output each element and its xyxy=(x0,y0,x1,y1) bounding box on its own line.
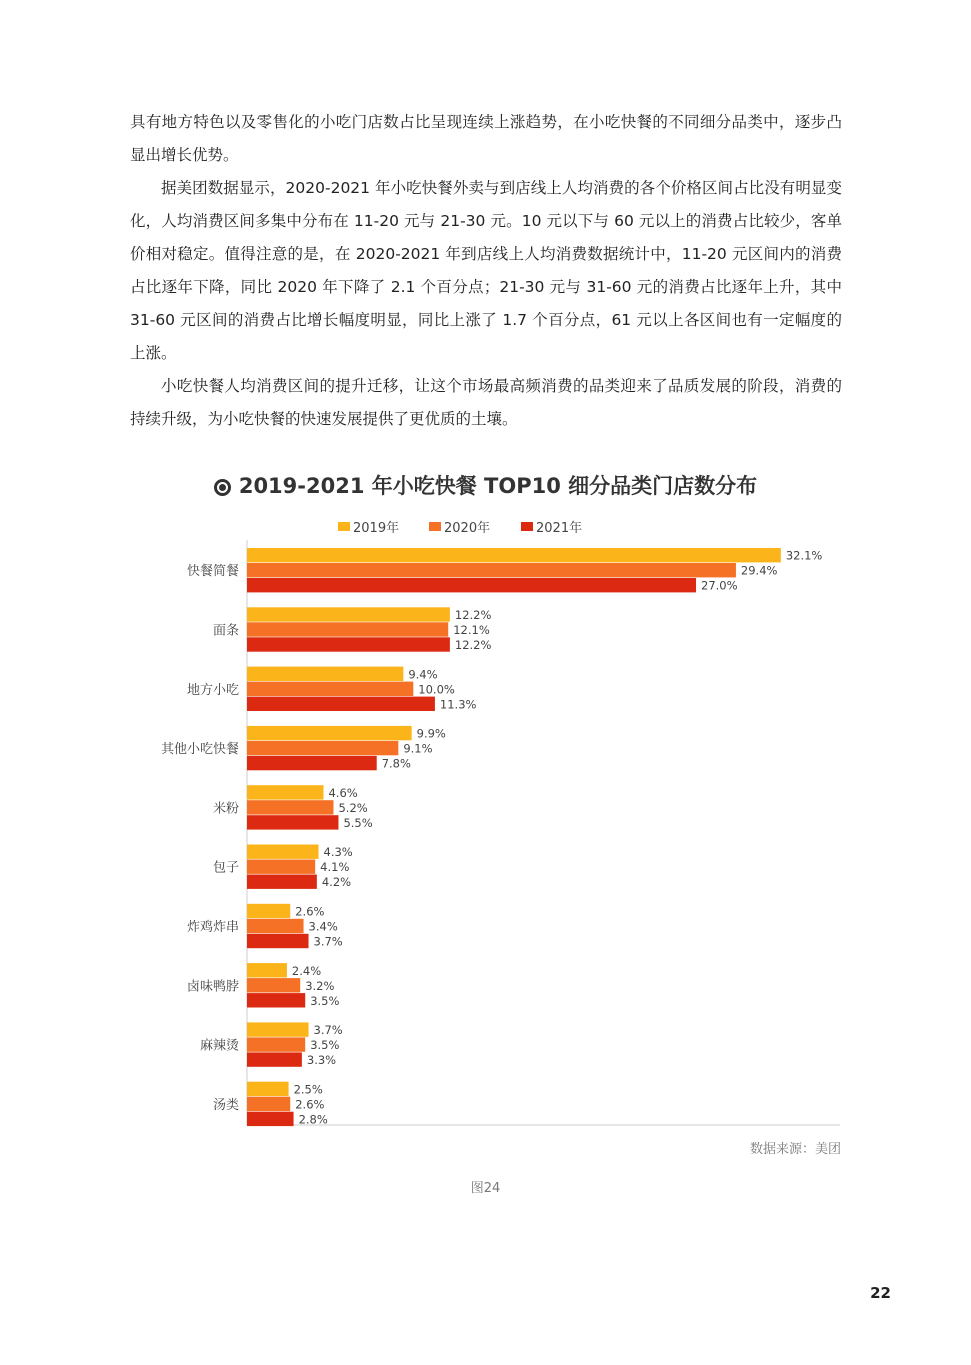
bar xyxy=(247,1037,305,1051)
category-label: 米粉 xyxy=(212,801,239,817)
data-label: 3.5% xyxy=(310,1038,340,1053)
bar xyxy=(247,845,319,859)
data-label: 27.0% xyxy=(701,578,738,593)
bar xyxy=(247,1082,289,1096)
category-label: 快餐简餐 xyxy=(186,564,239,580)
data-label: 9.1% xyxy=(403,741,433,756)
bar xyxy=(247,637,450,651)
data-label: 5.2% xyxy=(338,800,368,815)
data-label: 7.8% xyxy=(381,756,411,771)
bar xyxy=(247,548,781,562)
paragraph: 具有地方特色以及零售化的小吃门店数占比呈现连续上涨趋势，在小吃快餐的不同细分品类中，逐步凸显出增长优势。 xyxy=(130,113,842,164)
legend-label: 2021年 xyxy=(536,521,583,536)
data-label: 2.5% xyxy=(293,1082,323,1097)
category-label: 其他小吃快餐 xyxy=(160,742,239,758)
bar xyxy=(247,919,304,933)
bar xyxy=(247,993,305,1007)
bar xyxy=(247,682,413,696)
data-label: 9.4% xyxy=(408,667,438,682)
data-label: 12.1% xyxy=(453,623,490,637)
category-label: 麻辣烫 xyxy=(199,1038,239,1054)
data-label: 11.3% xyxy=(439,697,477,712)
data-label: 12.2% xyxy=(454,608,492,622)
legend-label: 2019年 xyxy=(353,521,400,536)
data-label: 4.1% xyxy=(320,860,350,875)
data-label: 2.6% xyxy=(295,904,325,919)
data-label: 5.5% xyxy=(343,815,373,830)
bar xyxy=(247,726,412,740)
data-label: 29.4% xyxy=(740,563,778,578)
bar xyxy=(247,1022,309,1036)
bar xyxy=(247,607,450,621)
legend-label: 2020年 xyxy=(444,521,491,536)
legend-swatch xyxy=(521,522,533,531)
bar xyxy=(247,963,287,977)
bar xyxy=(247,934,309,948)
category-label: 地方小吃 xyxy=(186,682,239,698)
data-label: 10.0% xyxy=(418,682,455,697)
legend-swatch xyxy=(429,522,441,531)
category-label: 面条 xyxy=(212,623,239,639)
category-label: 包子 xyxy=(212,860,239,876)
data-label: 4.6% xyxy=(328,785,358,800)
data-label: 2.6% xyxy=(295,1097,325,1112)
bar xyxy=(247,904,290,918)
bar xyxy=(247,622,448,636)
data-label: 3.2% xyxy=(305,978,335,993)
data-label: 12.2% xyxy=(454,638,492,652)
bar xyxy=(247,860,315,874)
page-number: 22 xyxy=(870,1284,891,1302)
data-label: 4.2% xyxy=(321,875,352,890)
data-label: 3.7% xyxy=(313,1023,343,1038)
bar xyxy=(247,667,403,681)
data-label: 3.7% xyxy=(313,934,343,949)
category-label: 汤类 xyxy=(212,1097,239,1113)
legend-swatch xyxy=(338,522,350,531)
data-source: 数据来源：美团 xyxy=(749,1142,841,1157)
bar xyxy=(247,1097,290,1111)
data-label: 4.3% xyxy=(323,845,353,860)
bar xyxy=(247,1112,294,1126)
bar xyxy=(247,1052,302,1066)
data-label: 3.4% xyxy=(308,919,338,934)
bar xyxy=(247,875,317,889)
figure-caption: 图24 xyxy=(470,1181,501,1196)
bar xyxy=(247,741,398,755)
data-label: 2.8% xyxy=(298,1112,328,1127)
data-label: 3.5% xyxy=(310,993,340,1008)
bar xyxy=(247,756,377,770)
paragraph: 小吃快餐人均消费区间的提升迁移，让这个市场最高频消费的品类迎来了品质发展的阶段，消费的持续升级，为小吃快餐的快速发展提供了更优质的土壤。 xyxy=(130,377,842,428)
bar xyxy=(247,785,323,799)
bar xyxy=(247,697,435,711)
category-label: 炸鸡炸串 xyxy=(186,920,239,935)
data-label: 9.9% xyxy=(416,726,446,741)
bar xyxy=(247,815,338,829)
bar xyxy=(247,978,300,992)
data-label: 32.1% xyxy=(785,548,823,563)
data-label: 2.4% xyxy=(291,963,322,978)
paragraph: 据美团数据显示，2020-2021 年小吃快餐外卖与到店线上人均消费的各个价格区间占比没有明显变化，人均消费区间多集中分布在 11-20 元与 21-30 元。10 元以下与 60 元以上的消费占比较少，客单价相对稳定。值得注意的是，在 2020-2021 年到店线上人均消费数据统计中，11-20 元区间内的消费占比逐年下降，同比 2020 年下降了 2.1 个百分点；21-30 元与 31-60 元的消费占比逐年上升，其中 31-60 元区间的消费占比增长幅度明显，同比上涨了 1.7 个百分点，61 元以上各区间也有一定幅度的上涨。 xyxy=(130,179,842,362)
chart-title: 2019-2021 年小吃快餐 TOP10 细分品类门店数分布 xyxy=(238,474,758,498)
category-label: 卤味鸭脖 xyxy=(186,979,239,995)
bar xyxy=(247,800,333,814)
bar xyxy=(247,578,696,592)
bar xyxy=(247,563,736,577)
data-label: 3.3% xyxy=(306,1053,337,1068)
